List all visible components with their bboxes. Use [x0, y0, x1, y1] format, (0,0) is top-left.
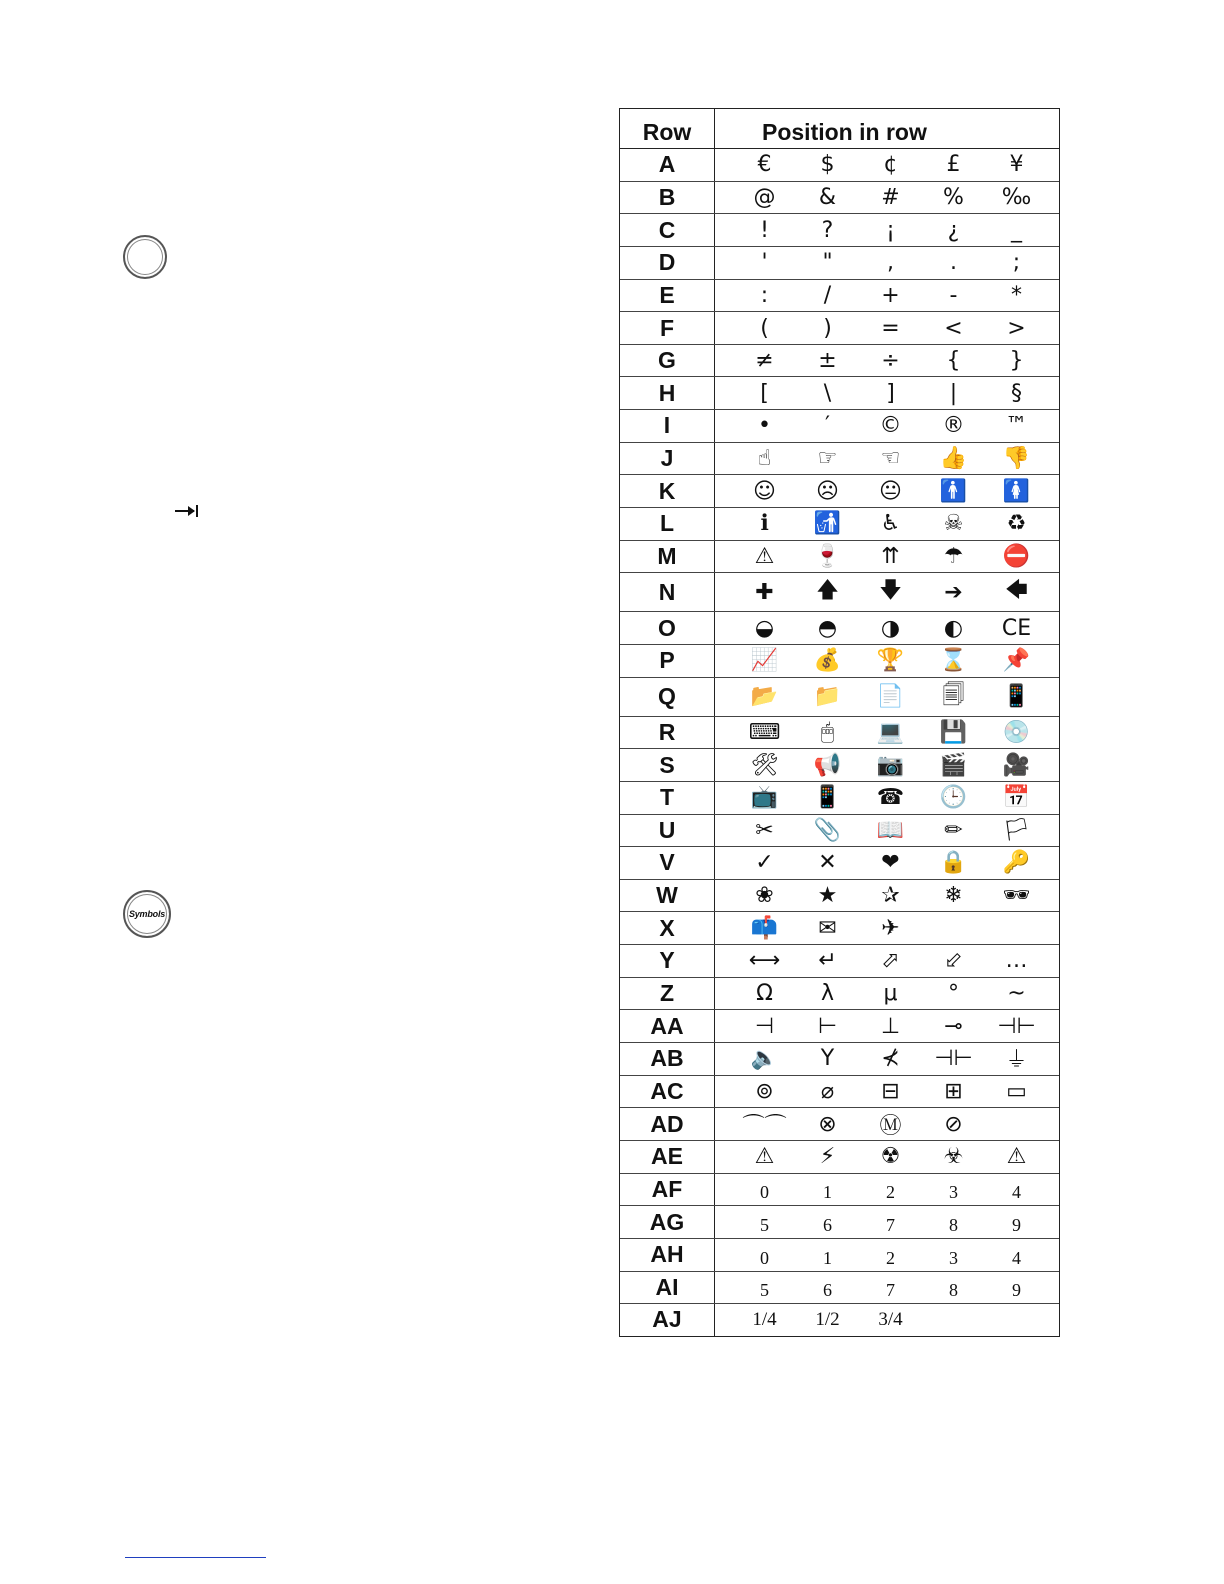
- symbol-cell: 🡇: [879, 578, 902, 604]
- symbol-cell: 5: [760, 1214, 769, 1235]
- symbol-cell: 🡄: [1005, 578, 1028, 604]
- table-row: [620, 280, 1059, 313]
- row-label: W: [620, 880, 715, 912]
- symbol-cell: ✓: [755, 850, 774, 876]
- symbol-cell: 🎥: [1002, 752, 1031, 778]
- symbol-cell: 🍷: [813, 544, 842, 569]
- symbol-cell: €: [757, 152, 772, 178]
- symbol-table: [619, 108, 1060, 1337]
- row-label: AF: [620, 1174, 715, 1206]
- footnote-rule: [125, 1557, 266, 1558]
- symbol-cell: λ: [820, 981, 835, 1007]
- table-row: [620, 880, 1059, 913]
- row-symbols: [715, 573, 1059, 611]
- symbol-cell: .: [950, 250, 957, 276]
- symbol-cell: 4: [1012, 1247, 1021, 1268]
- symbol-cell: ⊥: [880, 1013, 901, 1039]
- symbol-cell: 1/2: [815, 1308, 840, 1330]
- symbol-cell: ⏚: [1005, 1048, 1028, 1074]
- row-symbols: [715, 410, 1059, 442]
- symbol-cell: ☜: [880, 446, 901, 472]
- row-label: F: [620, 312, 715, 344]
- row-symbols: [715, 1141, 1059, 1173]
- row-label: AB: [620, 1043, 715, 1075]
- symbol-cell: ⊀: [881, 1046, 900, 1072]
- symbol-cell: 1: [823, 1182, 832, 1203]
- table-row: [620, 1076, 1059, 1109]
- table-row: [620, 678, 1059, 717]
- symbol-cell: ❤: [881, 850, 900, 876]
- symbol-cell: &: [818, 184, 837, 210]
- table-row: [620, 345, 1059, 378]
- symbol-cell: _: [1011, 217, 1022, 243]
- symbol-cell: 🏳: [1002, 817, 1031, 843]
- row-label: V: [620, 847, 715, 879]
- symbol-cell: [: [760, 380, 769, 406]
- symbol-cell: ⌛: [939, 648, 968, 674]
- symbol-cell: ©: [879, 413, 902, 439]
- symbol-cell: ✚: [755, 579, 774, 605]
- symbol-cell: 🡅: [816, 578, 839, 604]
- symbol-cell: 👍: [939, 446, 968, 472]
- symbol-cell: ☺: [753, 478, 776, 504]
- symbol-cell: 0: [760, 1182, 769, 1203]
- row-label: AC: [620, 1076, 715, 1108]
- table-row: [620, 149, 1059, 182]
- row-label: AG: [620, 1206, 715, 1238]
- table-header: [620, 109, 1059, 149]
- symbol-cell: 9: [1012, 1214, 1021, 1235]
- symbol-cell: ↵: [818, 948, 837, 974]
- symbol-cell: ◓: [817, 615, 838, 641]
- table-row: [620, 717, 1059, 750]
- symbol-cell: ◒: [754, 615, 775, 641]
- symbol-cell: 🖱: [820, 719, 835, 745]
- symbol-cell: 🏆: [876, 648, 905, 674]
- table-row: [620, 1174, 1059, 1207]
- symbol-cell: ☞: [817, 446, 838, 472]
- row-symbols: [715, 214, 1059, 246]
- row-label: H: [620, 377, 715, 409]
- symbol-cell: ☢: [880, 1144, 901, 1170]
- table-row: [620, 1239, 1059, 1272]
- symbol-cell: ÷: [881, 348, 900, 374]
- table-row: [620, 1272, 1059, 1305]
- table-row: [620, 214, 1059, 247]
- row-label: L: [620, 508, 715, 540]
- symbol-cell: 9: [1012, 1280, 1021, 1301]
- table-row: [620, 475, 1059, 508]
- symbol-cell: {: [946, 348, 961, 374]
- symbol-cell: 🎬: [939, 752, 968, 778]
- symbol-cell: ~: [1007, 981, 1026, 1007]
- symbol-cell: 😐: [879, 478, 902, 504]
- symbol-cell: •: [758, 413, 771, 439]
- symbol-cell: 📌: [1002, 648, 1031, 674]
- row-symbols: [715, 782, 1059, 814]
- table-row: [620, 912, 1059, 945]
- row-label: D: [620, 247, 715, 279]
- symbol-cell: 🔒: [939, 850, 968, 876]
- row-symbols: [715, 443, 1059, 475]
- symbol-cell: …: [1005, 948, 1028, 974]
- row-symbols: [715, 717, 1059, 749]
- row-symbols: [715, 978, 1059, 1010]
- symbol-cell: ☹: [816, 478, 839, 504]
- symbol-cell: 🛠: [750, 752, 779, 778]
- row-label: S: [620, 749, 715, 781]
- symbol-cell: ⊣⊢: [934, 1046, 973, 1072]
- row-label: I: [620, 410, 715, 442]
- symbol-cell: 8: [949, 1280, 958, 1301]
- symbol-cell: 🚮: [813, 511, 842, 537]
- row-label: AD: [620, 1108, 715, 1140]
- symbol-cell: 7: [886, 1214, 895, 1235]
- symbol-cell: 3: [949, 1247, 958, 1268]
- header-position: Position in row: [762, 119, 927, 145]
- table-row: [620, 847, 1059, 880]
- symbol-cell: ,: [887, 250, 894, 276]
- symbol-cell: +: [881, 282, 900, 308]
- symbol-cell: 0: [760, 1247, 769, 1268]
- symbol-cell: ⊞: [944, 1078, 963, 1104]
- symbol-cell: 💿: [1002, 719, 1031, 745]
- row-symbols: [715, 912, 1059, 944]
- symbol-cell: 🚺: [1002, 478, 1031, 504]
- symbol-cell: 💻: [876, 719, 905, 745]
- symbol-cell: ≠: [755, 348, 774, 374]
- symbol-cell: 📂: [750, 684, 779, 710]
- tab-arrow-icon: [174, 504, 200, 518]
- symbol-cell: 8: [949, 1214, 958, 1235]
- symbol-cell: 📺: [750, 785, 779, 811]
- symbol-cell: [922, 912, 985, 944]
- symbol-cell: \: [823, 380, 832, 406]
- symbol-cell: ™: [1005, 413, 1028, 439]
- table-row: [620, 508, 1059, 541]
- row-label: X: [620, 912, 715, 944]
- symbol-cell: ℹ: [760, 511, 769, 537]
- symbol-cell: 📫: [750, 915, 779, 941]
- symbol-cell: #: [881, 184, 900, 210]
- symbol-cell: ′: [825, 413, 830, 439]
- symbol-cell: ¥: [1009, 152, 1024, 178]
- row-symbols: [715, 312, 1059, 344]
- symbol-cell: Y: [820, 1046, 835, 1072]
- symbol-cell: ◑: [880, 615, 901, 641]
- symbol-cell: ⚠: [1006, 1144, 1027, 1170]
- symbol-cell: 1: [823, 1247, 832, 1268]
- symbol-cell: ⇈: [881, 544, 900, 569]
- row-symbols: [715, 880, 1059, 912]
- symbol-cell: ▭: [1006, 1078, 1027, 1104]
- row-label: C: [620, 214, 715, 246]
- row-label: AJ: [620, 1304, 715, 1336]
- symbol-cell: ¢: [883, 152, 898, 178]
- table-row: [620, 247, 1059, 280]
- symbol-cell: °: [948, 981, 959, 1007]
- symbol-cell: 📎: [813, 817, 842, 843]
- symbol-cell: /: [823, 282, 832, 308]
- row-symbols: [715, 1108, 1059, 1140]
- symbol-cell: ?: [821, 217, 834, 243]
- symbol-cell: ➔: [944, 579, 963, 605]
- symbol-cell: ⟷: [748, 948, 781, 974]
- row-label: G: [620, 345, 715, 377]
- row-label: N: [620, 573, 715, 611]
- row-label: AI: [620, 1272, 715, 1304]
- symbol-cell: ♿: [880, 511, 901, 537]
- symbol-cell: 🚹: [939, 478, 968, 504]
- symbol-cell: ◐: [943, 615, 964, 641]
- symbol-cell: 📢: [813, 752, 842, 778]
- symbol-cell: ⊗: [818, 1111, 837, 1137]
- table-row: [620, 541, 1059, 574]
- table-row: [620, 1108, 1059, 1141]
- symbol-cell: ": [822, 250, 833, 276]
- row-label: R: [620, 717, 715, 749]
- symbol-cell: ☣: [943, 1144, 964, 1170]
- row-label: E: [620, 280, 715, 312]
- table-row: [620, 978, 1059, 1011]
- symbol-cell: ]: [886, 380, 895, 406]
- row-symbols: [715, 945, 1059, 977]
- row-symbols: [715, 345, 1059, 377]
- row-symbols: [715, 1174, 1059, 1206]
- symbol-cell: !: [760, 217, 769, 243]
- row-symbols: [715, 280, 1059, 312]
- symbol-cell: >: [1007, 315, 1026, 341]
- symbol-cell: ⊚: [755, 1078, 774, 1104]
- table-body: [620, 149, 1059, 1336]
- table-row: [620, 312, 1059, 345]
- symbol-cell: 2: [886, 1247, 895, 1268]
- table-row: [620, 815, 1059, 848]
- symbol-cell: ⬀: [881, 948, 900, 974]
- table-row: [620, 377, 1059, 410]
- row-symbols: [715, 1206, 1059, 1238]
- symbol-cell: [922, 1304, 985, 1336]
- symbol-cell: [985, 1108, 1048, 1140]
- symbol-cell: 5: [760, 1280, 769, 1301]
- symbol-cell: μ: [883, 981, 898, 1007]
- symbols-key-label: Symbols: [128, 909, 166, 919]
- symbol-cell: 🗐: [942, 682, 965, 708]
- symbol-cell: 📅: [1002, 785, 1031, 811]
- row-label: M: [620, 541, 715, 573]
- symbol-cell: ⬃: [944, 948, 963, 974]
- symbol-cell: *: [1011, 282, 1022, 308]
- symbol-cell: ★: [817, 883, 838, 909]
- symbol-cell: ⌀: [820, 1078, 835, 1104]
- row-label: Y: [620, 945, 715, 977]
- symbol-cell: ±: [818, 348, 837, 374]
- symbol-cell: 2: [886, 1182, 895, 1203]
- symbol-cell: [985, 1304, 1048, 1336]
- symbol-cell: 6: [823, 1280, 832, 1301]
- symbol-cell: ⚡: [819, 1144, 836, 1170]
- row-label: J: [620, 443, 715, 475]
- row-label: Q: [620, 678, 715, 716]
- symbol-cell: ✂: [755, 817, 774, 843]
- table-row: [620, 1141, 1059, 1174]
- table-row: [620, 1043, 1059, 1076]
- symbol-cell: 💾: [939, 719, 968, 745]
- table-row: [620, 1206, 1059, 1239]
- row-symbols: [715, 149, 1059, 181]
- symbol-cell: ❄: [944, 883, 963, 909]
- symbol-cell: 🕶: [1002, 883, 1031, 909]
- row-symbols: [715, 678, 1059, 716]
- symbol-cell: ;: [1012, 250, 1021, 276]
- symbol-cell: 📁: [813, 684, 842, 710]
- symbol-cell: 📱: [1002, 684, 1031, 710]
- symbol-cell: ☠: [943, 511, 964, 537]
- symbol-cell: ⊟: [881, 1078, 900, 1104]
- symbol-cell: ¿: [947, 217, 960, 243]
- row-label: Z: [620, 978, 715, 1010]
- table-row: [620, 1010, 1059, 1043]
- symbol-cell: ‰: [1001, 184, 1032, 210]
- symbol-cell: 📄: [876, 684, 905, 710]
- table-row: [620, 749, 1059, 782]
- symbol-cell: ⚠: [754, 1144, 775, 1170]
- symbol-cell: 🔈: [750, 1046, 779, 1072]
- row-label: AA: [620, 1010, 715, 1042]
- table-row: [620, 782, 1059, 815]
- row-label: U: [620, 815, 715, 847]
- row-symbols: [715, 1043, 1059, 1075]
- symbol-cell: ⌒⌒: [742, 1113, 787, 1139]
- symbol-cell: ☎: [876, 785, 905, 811]
- symbol-cell: ✈: [881, 915, 900, 941]
- row-symbols: [715, 541, 1059, 573]
- row-symbols: [715, 247, 1059, 279]
- symbol-cell: ): [823, 315, 832, 341]
- row-label: K: [620, 475, 715, 507]
- symbol-cell: ✉: [818, 915, 837, 941]
- symbol-cell: 📷: [876, 752, 905, 778]
- symbol-cell: ❀: [755, 883, 774, 909]
- round-blank-key-icon: [123, 235, 167, 279]
- row-symbols: [715, 815, 1059, 847]
- symbol-cell: 1/4: [752, 1308, 777, 1330]
- row-symbols: [715, 612, 1059, 644]
- symbol-cell: $: [820, 152, 835, 178]
- table-row: [620, 645, 1059, 678]
- symbol-cell: -: [949, 282, 958, 308]
- row-symbols: [715, 1239, 1059, 1271]
- header-row: Row: [620, 109, 715, 148]
- row-label: B: [620, 182, 715, 214]
- table-row: [620, 443, 1059, 476]
- symbol-cell: 🕒: [939, 785, 968, 811]
- symbol-cell: 3: [949, 1182, 958, 1203]
- symbol-cell: ®: [942, 413, 965, 439]
- symbol-cell: Ω: [756, 981, 773, 1007]
- symbol-cell: ⊣: [754, 1013, 775, 1039]
- symbol-cell: ✕: [818, 850, 837, 876]
- symbol-cell: ⛔: [1002, 544, 1031, 569]
- row-symbols: [715, 1010, 1059, 1042]
- symbol-cell: =: [881, 315, 900, 341]
- table-row: [620, 945, 1059, 978]
- symbol-cell: :: [760, 282, 769, 308]
- table-row: [620, 1304, 1059, 1336]
- symbol-cell: 4: [1012, 1182, 1021, 1203]
- row-symbols: [715, 1076, 1059, 1108]
- symbol-cell: 📈: [750, 648, 779, 674]
- row-symbols: [715, 377, 1059, 409]
- symbol-cell: ☂: [943, 544, 964, 569]
- row-symbols: [715, 847, 1059, 879]
- symbol-cell: ': [761, 250, 768, 276]
- row-symbols: [715, 508, 1059, 540]
- row-symbols: [715, 475, 1059, 507]
- symbol-cell: 💰: [813, 648, 842, 674]
- symbol-cell: 👎: [1002, 446, 1031, 472]
- symbol-cell: ✰: [881, 883, 900, 909]
- symbol-cell: ☝: [757, 446, 772, 472]
- table-row: [620, 182, 1059, 215]
- row-label: AH: [620, 1239, 715, 1271]
- symbol-cell: <: [944, 315, 963, 341]
- table-row: [620, 612, 1059, 645]
- symbol-cell: ✏: [944, 817, 963, 843]
- row-label: AE: [620, 1141, 715, 1173]
- row-symbols: [715, 182, 1059, 214]
- row-label: T: [620, 782, 715, 814]
- symbol-cell: 🔑: [1002, 850, 1031, 876]
- row-label: A: [620, 149, 715, 181]
- symbol-cell: Ⓜ: [879, 1113, 902, 1139]
- symbol-cell: ⌨: [748, 719, 781, 745]
- symbol-cell: ⚠: [754, 544, 775, 569]
- symbol-cell: ⊢: [817, 1013, 838, 1039]
- symbol-cell: [985, 912, 1048, 944]
- symbol-cell: 7: [886, 1280, 895, 1301]
- row-symbols: [715, 1272, 1059, 1304]
- table-row: [620, 410, 1059, 443]
- symbol-cell: 3/4: [878, 1308, 903, 1330]
- row-symbols: [715, 645, 1059, 677]
- symbol-cell: (: [760, 315, 769, 341]
- symbol-cell: 6: [823, 1214, 832, 1235]
- symbol-cell: £: [946, 152, 961, 178]
- symbol-cell: ⊣⊢: [997, 1013, 1036, 1039]
- symbol-cell: ⊘: [944, 1111, 963, 1137]
- row-label: O: [620, 612, 715, 644]
- row-symbols: [715, 1304, 1059, 1336]
- table-row: [620, 573, 1059, 612]
- symbol-cell: ⊸: [944, 1013, 963, 1039]
- symbol-cell: §: [1011, 380, 1022, 406]
- row-label: P: [620, 645, 715, 677]
- symbols-key-icon: [123, 890, 171, 938]
- symbol-cell: |: [949, 380, 958, 406]
- symbol-cell: }: [1009, 348, 1024, 374]
- symbol-cell: CE: [1001, 615, 1032, 641]
- symbol-cell: %: [943, 184, 964, 210]
- symbol-cell: 📖: [876, 817, 905, 843]
- symbol-cell: @: [753, 184, 776, 210]
- symbol-cell: ¡: [886, 217, 895, 243]
- symbol-cell: ♻: [1006, 511, 1027, 537]
- row-symbols: [715, 749, 1059, 781]
- symbol-cell: 📱: [813, 785, 842, 811]
